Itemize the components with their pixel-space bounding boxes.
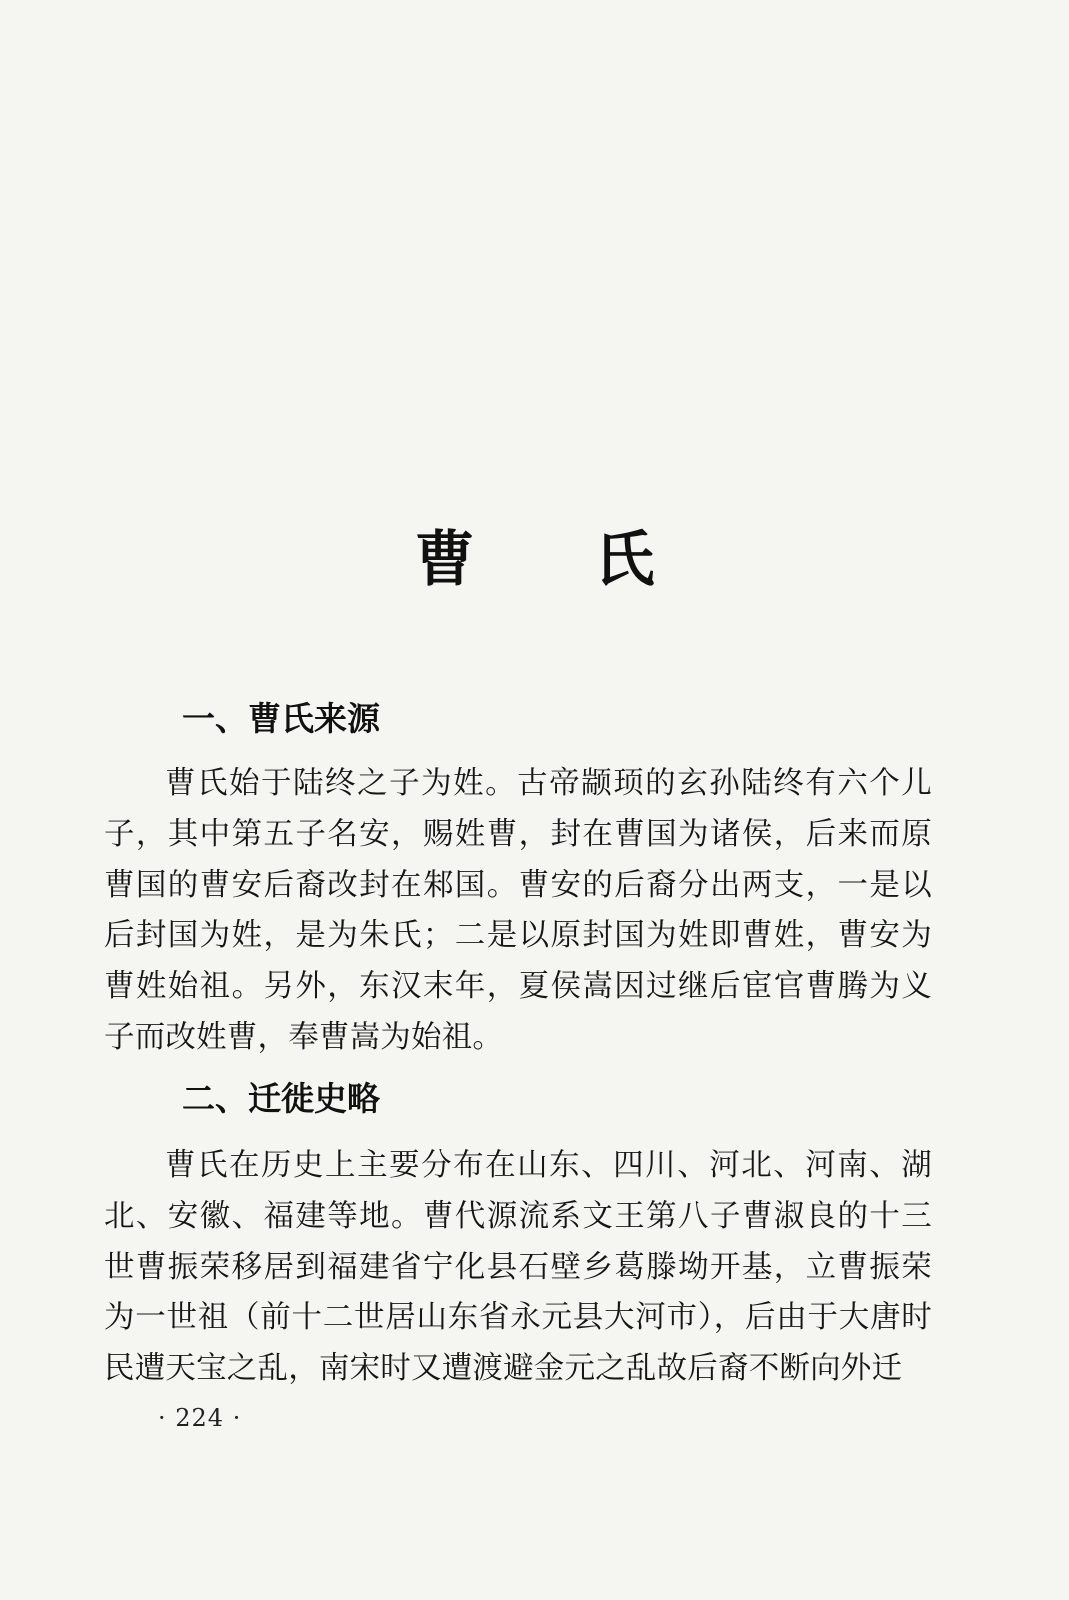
page-number: · 224 · bbox=[158, 1404, 242, 1432]
section-heading-migration: 二、迁徙史略 bbox=[182, 1079, 380, 1118]
section-paragraph-migration: 曹氏在历史上主要分布在山东、四川、河北、河南、湖北、安徽、福建等地。曹代源流系文王第八子曹淑良的十三世曹振荣移居到福建省宁化县石壁乡葛滕坳开基，立曹振荣为一世祖（前十二世居山东省永元县大河市），后由于大唐时民遭天宝之乱，南宋时又遭渡避金元之乱故后裔不断向外迁 bbox=[104, 1148, 932, 1387]
section-paragraph-origin: 曹氏始于陆终之子为姓。古帝颛顼的玄孙陆终有六个儿子，其中第五子名安，赐姓曹，封在曹国为诸侯，后来而原曹国的曹安后裔改封在邾国。曹安的后裔分出两支，一是以后封国为姓，是为朱氏；二是以原封国为姓即曹姓，曹安为曹姓始祖。另外，东汉末年，夏侯嵩因过继后宦官曹腾为义子而改姓曹，奉曹嵩为始祖。 bbox=[104, 766, 932, 1055]
chapter-title-char-1: 曹 bbox=[414, 525, 475, 595]
chapter-title-char-2: 氏 bbox=[594, 525, 655, 595]
chapter-title bbox=[0, 525, 1069, 595]
section-heading-origin: 一、曹氏来源 bbox=[182, 699, 380, 738]
